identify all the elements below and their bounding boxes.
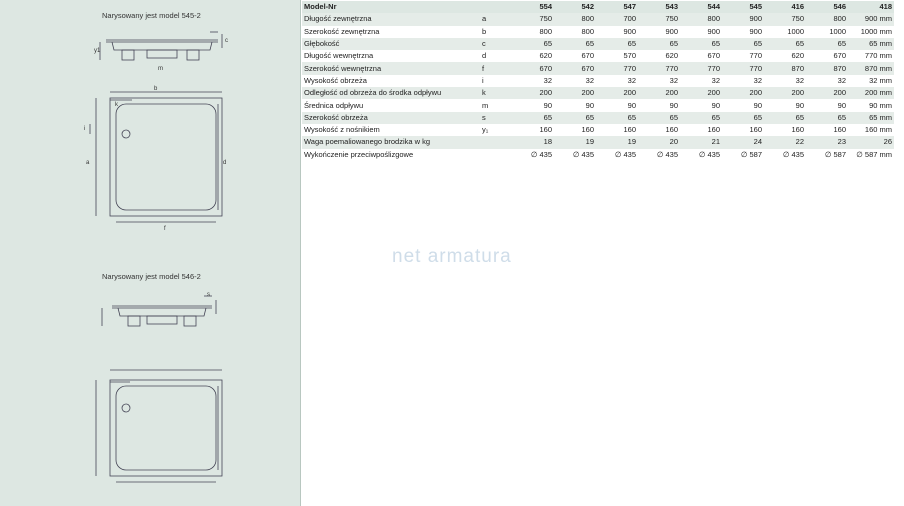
table-cell: 200	[554, 87, 596, 99]
row-label: Długość zewnętrzna	[302, 13, 476, 25]
table-cell: 750	[764, 13, 806, 25]
table-cell: 670	[554, 50, 596, 62]
table-cell: 700	[596, 13, 638, 25]
table-cell: 900	[680, 26, 722, 38]
watermark-text: net armatura	[392, 246, 512, 267]
plan-view-bottom	[82, 362, 232, 492]
row-label: Wysokość z nośnikiem	[302, 124, 476, 136]
table-cell: 65	[764, 112, 806, 124]
table-cell: ∅ 587 mm	[848, 149, 894, 161]
table-cell: ∅ 435	[554, 149, 596, 161]
row-symbol: a	[476, 13, 512, 25]
table-cell: 18	[512, 136, 554, 148]
table-cell: 32	[512, 75, 554, 87]
table-cell: 90	[680, 99, 722, 111]
table-cell: 65	[722, 112, 764, 124]
row-label: Odległość od obrzeża do środka odpływu	[302, 87, 476, 99]
table-row	[302, 124, 894, 136]
dim-label-b: b	[154, 86, 158, 92]
row-label: Szerokość zewnętrzna	[302, 26, 476, 38]
table-cell: 870 mm	[848, 62, 894, 74]
table-cell: 65	[722, 38, 764, 50]
table-row	[302, 112, 894, 124]
specification-table-body	[302, 1, 894, 161]
table-cell: 65	[680, 112, 722, 124]
header-model-418: 418	[848, 1, 894, 13]
header-model-544: 544	[680, 1, 722, 13]
table-cell: 200	[680, 87, 722, 99]
table-row	[302, 149, 894, 161]
table-row	[302, 50, 894, 62]
row-symbol: c	[476, 38, 512, 50]
dim-label-a: a	[86, 160, 90, 166]
table-cell: 750	[512, 13, 554, 25]
table-cell: 90	[512, 99, 554, 111]
table-cell: 90 mm	[848, 99, 894, 111]
table-cell: 570	[596, 50, 638, 62]
table-cell: 770	[638, 62, 680, 74]
table-cell: 90	[596, 99, 638, 111]
row-label: Wykończenie przeciwpoślizgowe	[302, 149, 476, 161]
table-row	[302, 26, 894, 38]
table-cell: 770	[722, 50, 764, 62]
table-cell: 65	[596, 38, 638, 50]
table-cell: 65 mm	[848, 38, 894, 50]
table-cell: 22	[764, 136, 806, 148]
dim-label-c: c	[225, 38, 228, 44]
table-cell: 670	[806, 50, 848, 62]
table-cell: 65	[764, 38, 806, 50]
table-cell: 670	[512, 62, 554, 74]
table-cell: 26	[848, 136, 894, 148]
table-cell: 160	[764, 124, 806, 136]
table-cell: 770	[722, 62, 764, 74]
specification-table-wrap	[302, 1, 894, 161]
dim-label-f: f	[164, 226, 166, 232]
table-cell: 20	[638, 136, 680, 148]
row-symbol: k	[476, 87, 512, 99]
table-cell: ∅ 587	[722, 149, 764, 161]
table-cell: 65	[806, 38, 848, 50]
table-cell: 160	[638, 124, 680, 136]
table-cell: 1000	[806, 26, 848, 38]
table-cell: 770 mm	[848, 50, 894, 62]
table-cell: 160	[806, 124, 848, 136]
table-cell: 19	[596, 136, 638, 148]
table-row	[302, 75, 894, 87]
row-label: Długość wewnętrzna	[302, 50, 476, 62]
table-cell: 65	[638, 112, 680, 124]
table-cell: 200	[764, 87, 806, 99]
dim-label-i: i	[84, 126, 86, 132]
table-cell: 750	[638, 13, 680, 25]
table-cell: 90	[638, 99, 680, 111]
table-row	[302, 13, 894, 25]
table-cell: 620	[512, 50, 554, 62]
table-cell: 620	[638, 50, 680, 62]
table-cell: ∅ 435	[764, 149, 806, 161]
plan-view-top	[82, 84, 232, 234]
row-symbol: b	[476, 26, 512, 38]
table-cell: 65 mm	[848, 112, 894, 124]
table-cell: 670	[680, 50, 722, 62]
table-cell: 32	[764, 75, 806, 87]
row-symbol: m	[476, 99, 512, 111]
table-cell: 65	[554, 38, 596, 50]
table-row	[302, 99, 894, 111]
table-cell: 900	[638, 26, 680, 38]
table-cell: 160 mm	[848, 124, 894, 136]
dim-label-k: k	[115, 102, 118, 108]
table-cell: 870	[806, 62, 848, 74]
table-cell: 160	[680, 124, 722, 136]
table-row	[302, 87, 894, 99]
table-row	[302, 38, 894, 50]
table-cell: 90	[806, 99, 848, 111]
table-cell: 900 mm	[848, 13, 894, 25]
table-cell: 32	[680, 75, 722, 87]
row-symbol	[476, 149, 512, 161]
table-cell: 900	[596, 26, 638, 38]
table-cell: 32	[722, 75, 764, 87]
table-cell: 200	[638, 87, 680, 99]
row-symbol: i	[476, 75, 512, 87]
row-symbol: d	[476, 50, 512, 62]
technical-drawings-panel	[0, 0, 301, 506]
table-cell: 32 mm	[848, 75, 894, 87]
row-label: Wysokość obrzeża	[302, 75, 476, 87]
table-cell: 200	[722, 87, 764, 99]
table-cell: 200	[512, 87, 554, 99]
header-symbol	[476, 1, 512, 13]
table-cell: 200	[806, 87, 848, 99]
table-cell: 24	[722, 136, 764, 148]
table-cell: 65	[512, 38, 554, 50]
table-cell: 160	[554, 124, 596, 136]
header-model-543: 543	[638, 1, 680, 13]
table-cell: 65	[554, 112, 596, 124]
table-cell: 800	[554, 13, 596, 25]
header-model-542: 542	[554, 1, 596, 13]
dim-label-m: m	[158, 66, 163, 72]
table-cell: 21	[680, 136, 722, 148]
row-label: Średnica odpływu	[302, 99, 476, 111]
table-cell: 800	[806, 13, 848, 25]
table-cell: 770	[596, 62, 638, 74]
table-cell: 800	[680, 13, 722, 25]
table-cell: 620	[764, 50, 806, 62]
dim-label-s: s	[207, 292, 210, 298]
table-cell: 65	[596, 112, 638, 124]
table-cell: 900	[722, 13, 764, 25]
section-view-top	[92, 28, 232, 74]
table-cell: 670	[554, 62, 596, 74]
table-cell: 800	[554, 26, 596, 38]
table-cell: 1000 mm	[848, 26, 894, 38]
header-model-416: 416	[764, 1, 806, 13]
table-cell: 32	[596, 75, 638, 87]
table-cell: 90	[554, 99, 596, 111]
table-cell: ∅ 435	[512, 149, 554, 161]
table-cell: 770	[680, 62, 722, 74]
row-symbol: y₁	[476, 124, 512, 136]
header-model-545: 545	[722, 1, 764, 13]
table-row	[302, 136, 894, 148]
table-cell: 1000	[764, 26, 806, 38]
table-cell: 90	[764, 99, 806, 111]
row-symbol: f	[476, 62, 512, 74]
header-model-547: 547	[596, 1, 638, 13]
row-label: Waga poemaliowanego brodzika w kg	[302, 136, 476, 148]
row-label: Szerokość wewnętrzna	[302, 62, 476, 74]
table-cell: 160	[596, 124, 638, 136]
table-cell: ∅ 435	[680, 149, 722, 161]
header-model-nr: Model-Nr	[302, 1, 476, 13]
table-cell: 900	[722, 26, 764, 38]
table-cell: ∅ 587	[806, 149, 848, 161]
table-cell: 32	[806, 75, 848, 87]
header-model-554: 554	[512, 1, 554, 13]
row-symbol	[476, 136, 512, 148]
table-cell: 65	[806, 112, 848, 124]
row-label: Szerokość obrzeża	[302, 112, 476, 124]
table-cell: 200	[596, 87, 638, 99]
table-cell: 65	[680, 38, 722, 50]
table-cell: 90	[722, 99, 764, 111]
table-cell: 800	[512, 26, 554, 38]
table-cell: 65	[512, 112, 554, 124]
table-cell: 19	[554, 136, 596, 148]
table-cell: ∅ 435	[596, 149, 638, 161]
table-header-row	[302, 1, 894, 13]
table-cell: ∅ 435	[638, 149, 680, 161]
table-cell: 160	[722, 124, 764, 136]
dim-label-y1: y1	[94, 48, 101, 54]
row-symbol: s	[476, 112, 512, 124]
dim-label-d: d	[223, 160, 227, 166]
header-model-546: 546	[806, 1, 848, 13]
table-cell: 32	[554, 75, 596, 87]
specification-table	[302, 1, 894, 161]
table-cell: 32	[638, 75, 680, 87]
drawing-caption-top: Narysowany jest model 545-2	[102, 11, 201, 20]
section-view-bottom	[92, 290, 232, 340]
table-cell: 200 mm	[848, 87, 894, 99]
table-cell: 23	[806, 136, 848, 148]
drawing-caption-bottom: Narysowany jest model 546-2	[102, 272, 201, 281]
table-row	[302, 62, 894, 74]
table-cell: 870	[764, 62, 806, 74]
row-label: Głębokość	[302, 38, 476, 50]
table-cell: 160	[512, 124, 554, 136]
table-cell: 65	[638, 38, 680, 50]
